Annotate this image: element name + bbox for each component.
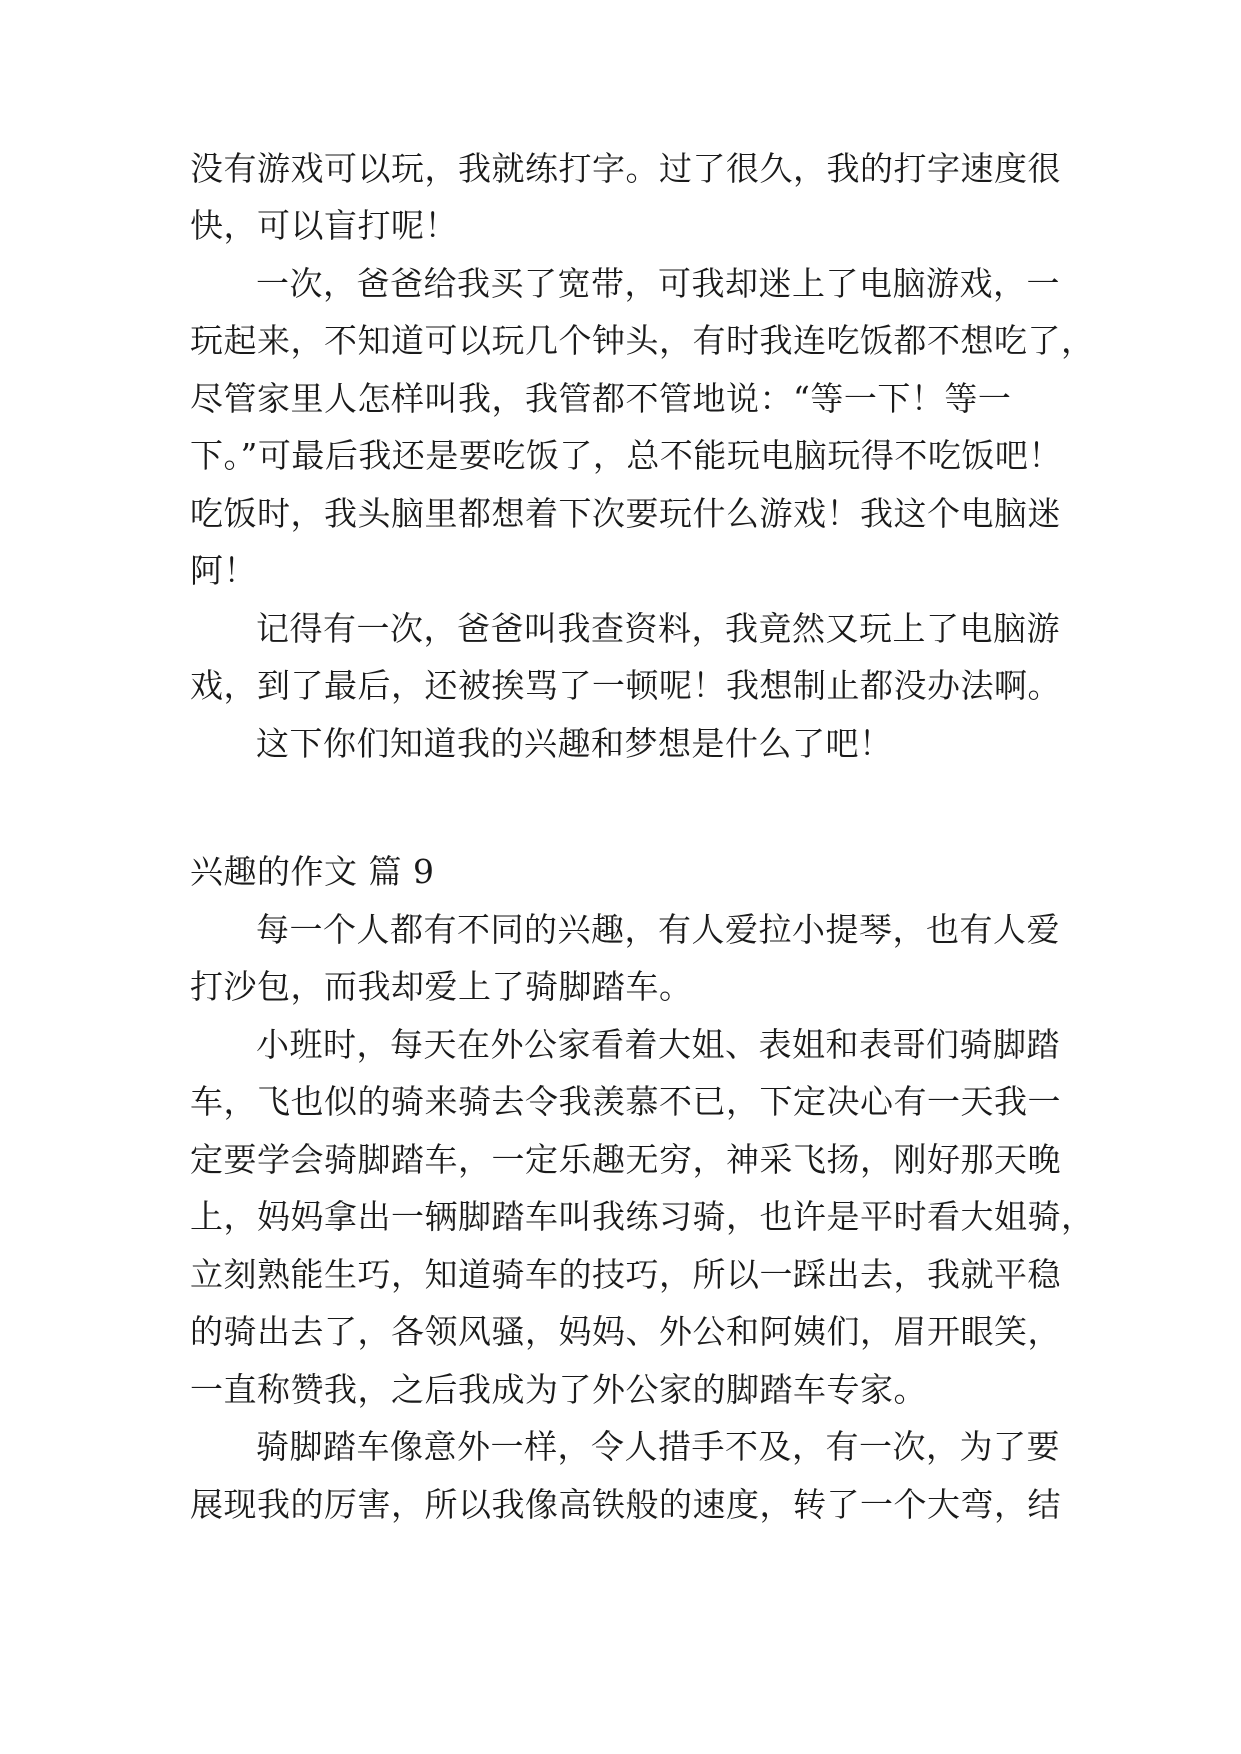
text-line: 尽管家里人怎样叫我，我管都不管地说：“等一下！等一 — [190, 379, 1012, 418]
text-line: 快，可以盲打呢！ — [190, 206, 458, 245]
text-line: 小班时，每天在外公家看着大姐、表姐和表哥们骑脚踏 — [256, 1025, 1060, 1064]
text-line: 的骑出去了，各领风骚，妈妈、外公和阿姨们，眉开眼笑， — [190, 1312, 1061, 1351]
text-line: 上，妈妈拿出一辆脚踏车叫我练习骑，也许是平时看大姐骑， — [190, 1197, 1095, 1236]
text-line: 打沙包，而我却爱上了骑脚踏车。 — [190, 967, 693, 1006]
text-line: 车，飞也似的骑来骑去令我羡慕不已，下定决心有一天我一 — [190, 1082, 1061, 1121]
text-line: 吃饭时，我头脑里都想着下次要玩什么游戏！我这个电脑迷 — [190, 494, 1061, 533]
text-line: 骑脚踏车像意外一样，令人措手不及，有一次，为了要 — [256, 1427, 1060, 1466]
text-line: 玩起来，不知道可以玩几个钟头，有时我连吃饭都不想吃了， — [190, 321, 1095, 360]
text-line: 一次，爸爸给我买了宽带，可我却迷上了电脑游戏，一 — [256, 264, 1060, 303]
section-heading: 兴趣的作文 篇 9 — [190, 852, 435, 891]
text-line: 没有游戏可以玩，我就练打字。过了很久，我的打字速度很 — [190, 149, 1061, 188]
text-line: 戏，到了最后，还被挨骂了一顿呢！我想制止都没办法啊。 — [190, 666, 1061, 705]
text-line: 每一个人都有不同的兴趣，有人爱拉小提琴，也有人爱 — [256, 910, 1060, 949]
text-line: 阿！ — [190, 551, 257, 590]
text-line: 定要学会骑脚踏车，一定乐趣无穷，神采飞扬，刚好那天晚 — [190, 1140, 1061, 1179]
text-line: 下。”可最后我还是要吃饭了，总不能玩电脑玩得不吃饭吧！ — [190, 436, 1062, 475]
text-line: 记得有一次，爸爸叫我查资料，我竟然又玩上了电脑游 — [256, 609, 1060, 648]
text-line: 这下你们知道我的兴趣和梦想是什么了吧！ — [256, 724, 893, 763]
text-line: 一直称赞我，之后我成为了外公家的脚踏车专家。 — [190, 1370, 927, 1409]
text-line: 立刻熟能生巧，知道骑车的技巧，所以一踩出去，我就平稳 — [190, 1255, 1061, 1294]
text-line: 展现我的厉害，所以我像高铁般的速度，转了一个大弯，结 — [190, 1485, 1061, 1524]
